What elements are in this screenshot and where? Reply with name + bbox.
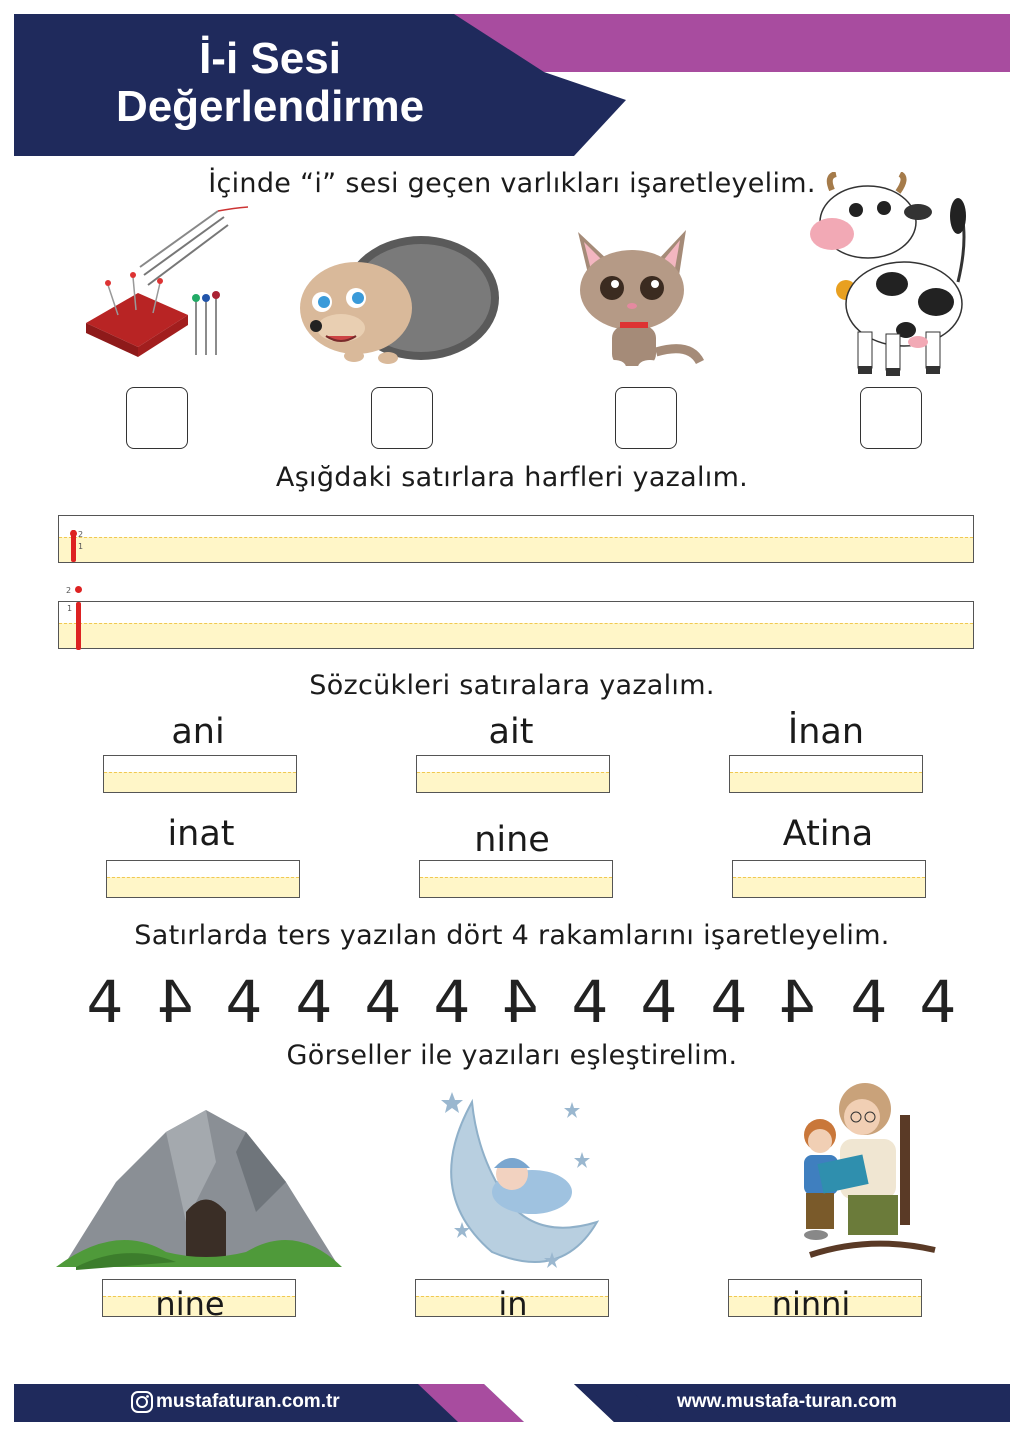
match-word-in: in — [498, 1285, 528, 1323]
guide-dot-2 — [75, 586, 82, 593]
checkbox-pincushion[interactable] — [126, 387, 188, 449]
cat-icon — [570, 222, 710, 377]
word-write-box-4[interactable] — [106, 860, 300, 898]
section1-instruction: İçinde “i” sesi geçen varlıkları işaretleyelim. — [208, 168, 816, 199]
section4-instruction: Satırlarda ters yazılan dört 4 rakamlarını işaretleyelim. — [134, 920, 890, 951]
footer-instagram[interactable]: mustafaturan.com.tr — [156, 1391, 340, 1412]
digit-four[interactable]: 4 — [225, 968, 263, 1036]
digit-four[interactable]: 4 — [640, 968, 678, 1036]
word-inat: inat — [167, 814, 235, 854]
pincushion-icon — [78, 205, 248, 365]
digit-four-reversed[interactable]: 4 — [501, 968, 539, 1036]
word-write-box-6[interactable] — [732, 860, 926, 898]
guide-number-2b: 2 — [66, 586, 72, 595]
checkbox-cow[interactable] — [860, 387, 922, 449]
match-word-nine: nine — [155, 1285, 225, 1323]
digit-four-reversed[interactable]: 4 — [156, 968, 194, 1036]
digit-four[interactable]: 4 — [919, 968, 957, 1036]
match-word-ninni: ninni — [771, 1285, 851, 1323]
digit-four[interactable]: 4 — [295, 968, 333, 1036]
word-atina: Atina — [782, 814, 874, 854]
digit-four[interactable]: 4 — [364, 968, 402, 1036]
grandma-child-icon — [790, 1075, 940, 1260]
moon-baby-icon — [432, 1082, 602, 1272]
word-write-box-3[interactable] — [729, 755, 923, 793]
word-write-box-2[interactable] — [416, 755, 610, 793]
page-title-line2: Değerlendirme — [115, 82, 425, 131]
digit-four[interactable]: 4 — [433, 968, 471, 1036]
guide-stroke-2 — [76, 602, 81, 650]
section2-instruction: Aşığdaki satırlara harfleri yazalım. — [275, 462, 749, 493]
guide-number-1b: 1 — [67, 604, 73, 613]
word-ait: ait — [488, 712, 534, 752]
digit-four-reversed[interactable]: 4 — [778, 968, 816, 1036]
word-inan: İnan — [787, 712, 865, 752]
digit-four[interactable]: 4 — [571, 968, 609, 1036]
checkbox-hedgehog[interactable] — [371, 387, 433, 449]
word-nine: nine — [474, 820, 550, 860]
word-write-box-1[interactable] — [103, 755, 297, 793]
footer-website[interactable]: www.mustafa-turan.com — [677, 1391, 897, 1412]
guide-dot-1 — [70, 530, 77, 537]
checkbox-cat[interactable] — [615, 387, 677, 449]
cow-icon — [808, 172, 978, 382]
guide-number-1: 1 — [78, 542, 84, 551]
writing-line-1[interactable] — [58, 515, 974, 563]
section5-instruction: Görseller ile yazıları eşleştirelim. — [286, 1040, 738, 1071]
guide-number-2: 2 — [78, 530, 84, 539]
word-write-box-5[interactable] — [419, 860, 613, 898]
cave-icon — [56, 1102, 342, 1272]
page-title-line1: İ-i Sesi — [199, 34, 341, 83]
hedgehog-icon — [296, 228, 501, 368]
section3-instruction: Sözcükleri satıralara yazalım. — [309, 670, 715, 701]
digit-four[interactable]: 4 — [710, 968, 748, 1036]
instagram-icon — [130, 1390, 154, 1414]
digit-four[interactable]: 4 — [850, 968, 888, 1036]
word-ani: ani — [171, 712, 225, 752]
digit-four[interactable]: 4 — [86, 968, 124, 1036]
writing-line-2[interactable] — [58, 586, 974, 649]
